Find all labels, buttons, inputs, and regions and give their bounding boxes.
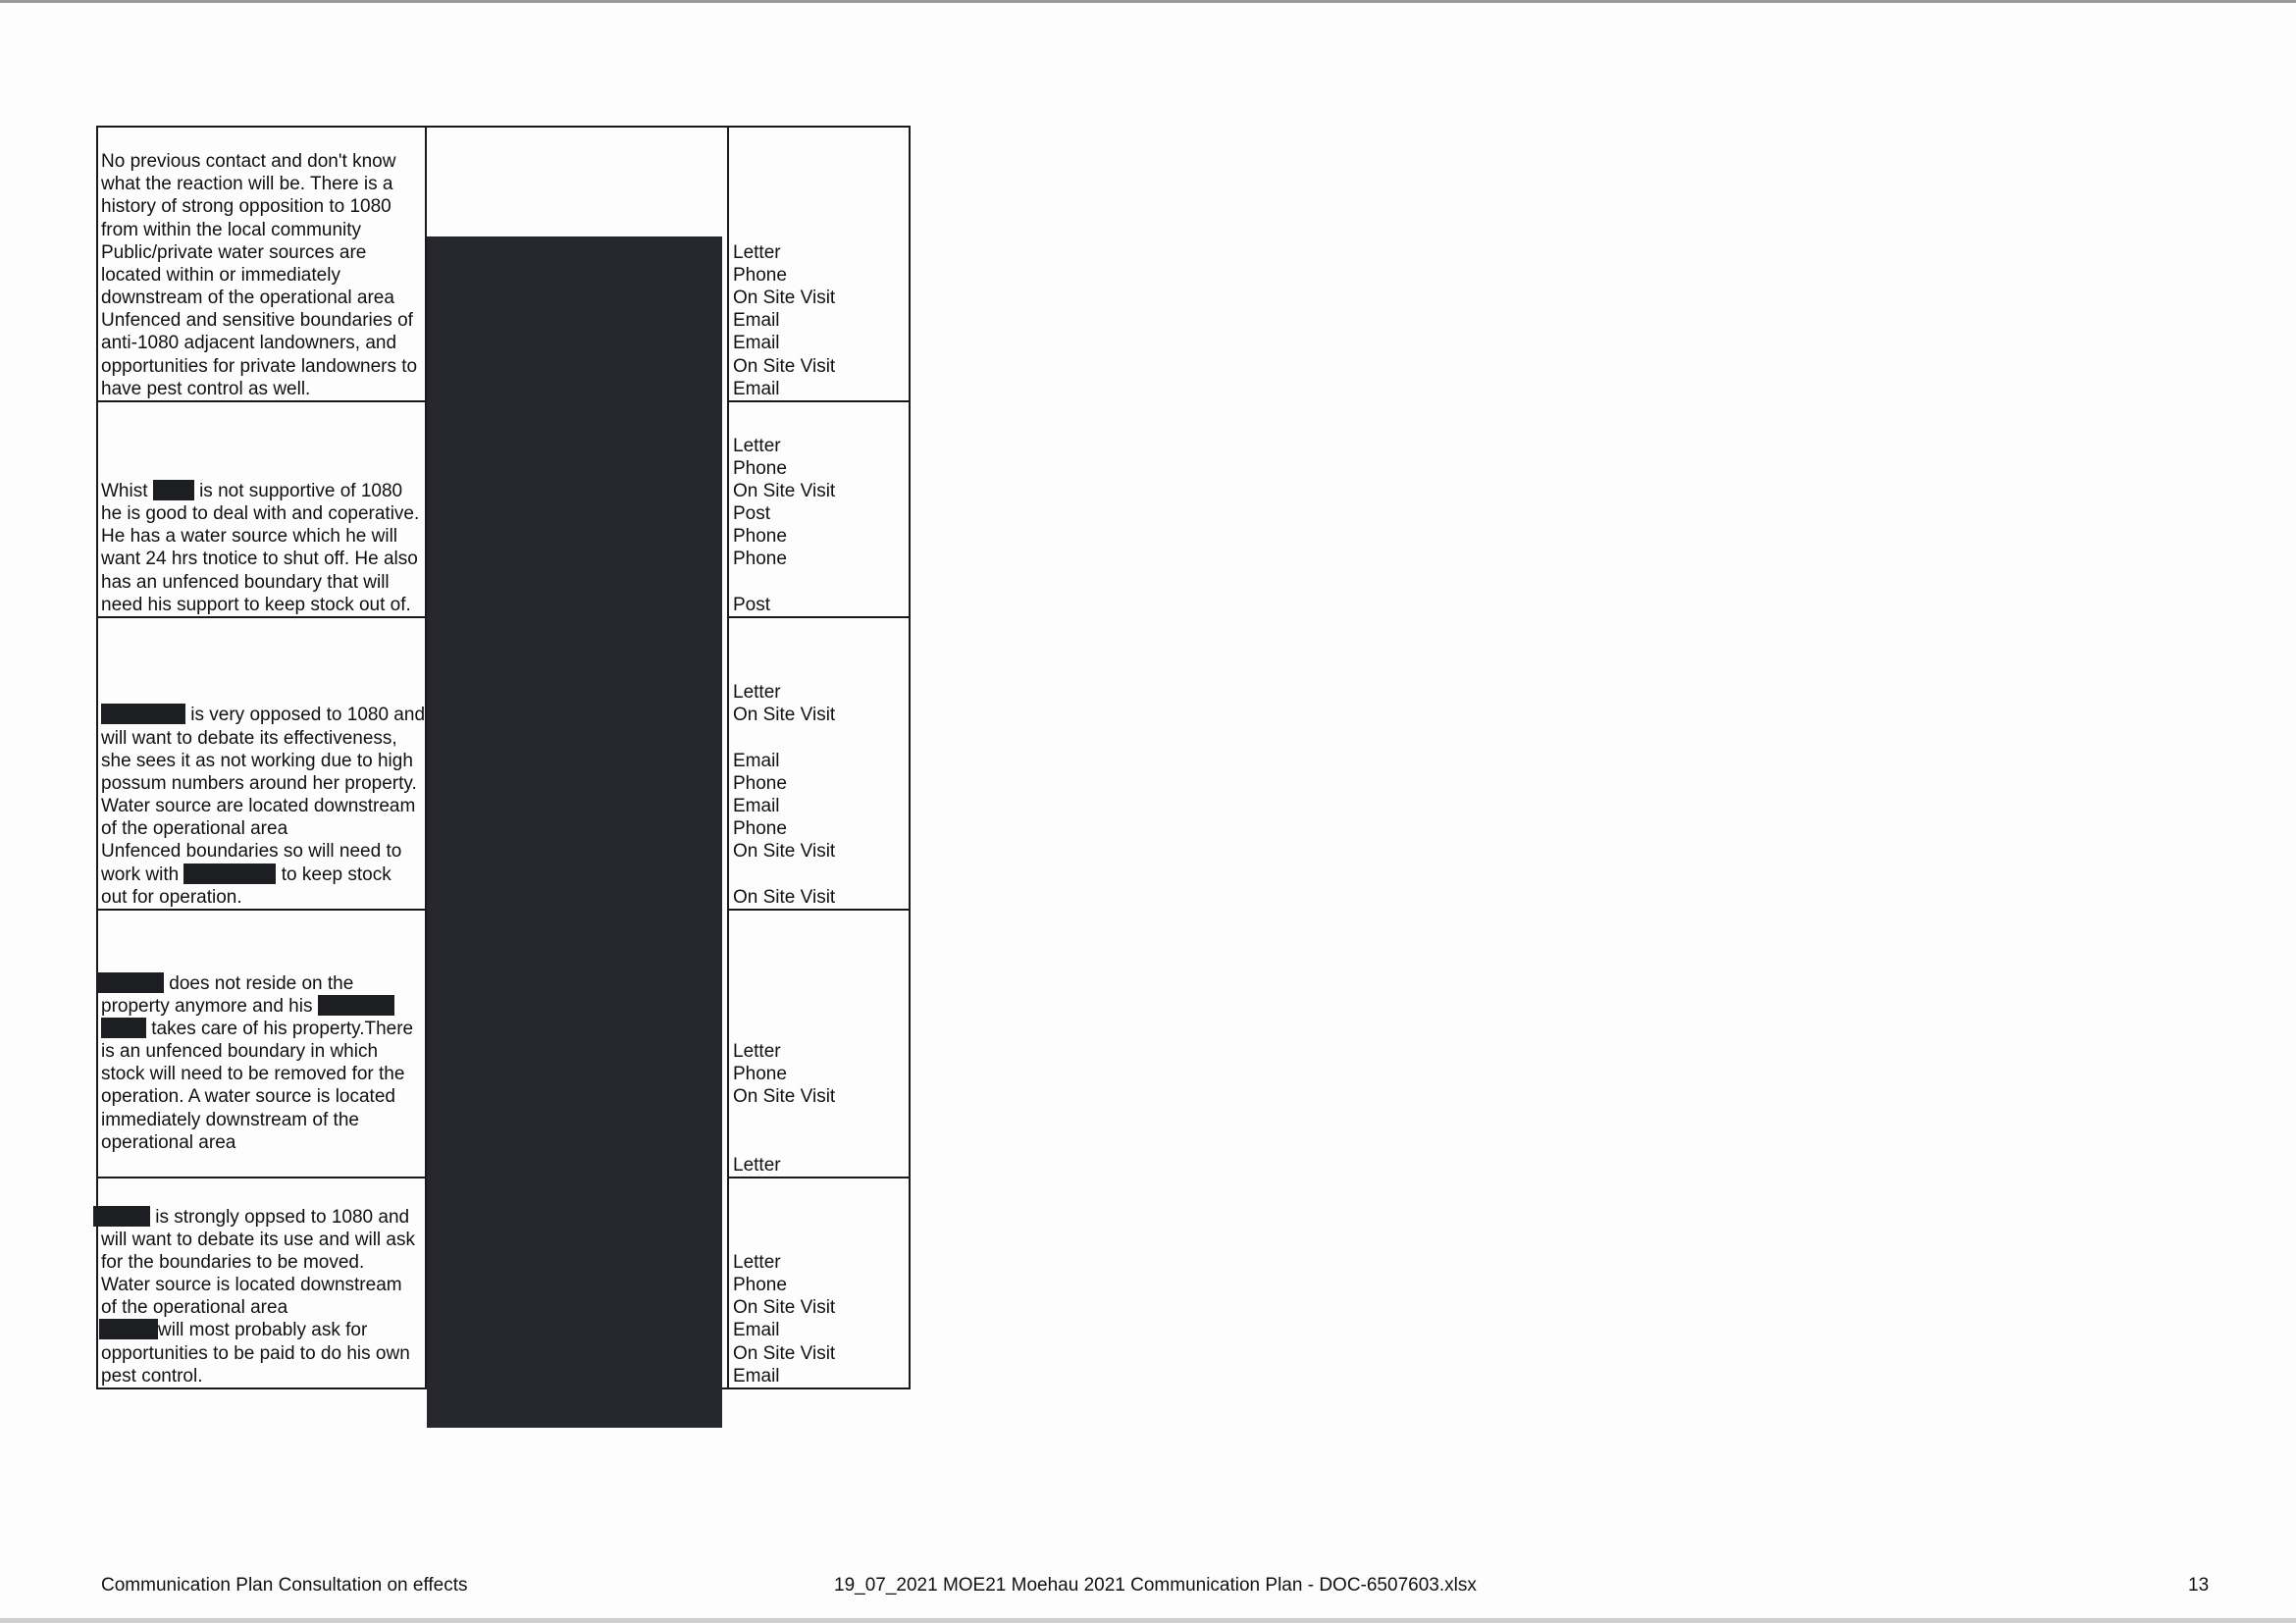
description-line: need his support to keep stock out of.: [101, 594, 411, 615]
description-fragment: work with: [101, 864, 180, 885]
table-row: [96, 616, 427, 911]
method-item: On Site Visit: [733, 1297, 836, 1319]
table-row-methods: [727, 909, 911, 1178]
table-row: [96, 1177, 427, 1389]
footer-left: Communication Plan Consultation on effects: [101, 1575, 468, 1596]
table-row: [96, 126, 427, 402]
method-item: On Site Visit: [733, 841, 836, 863]
method-item: On Site Visit: [733, 705, 836, 726]
description-line: of the operational area: [101, 818, 288, 840]
method-item: Post: [733, 503, 771, 525]
method-item: Post: [733, 594, 771, 615]
description-line: Public/private water sources are: [101, 241, 367, 263]
description-line: immediately downstream of the: [101, 1109, 359, 1130]
method-item: Email: [733, 1320, 780, 1341]
contact-methods: [733, 1251, 905, 1387]
method-item: Phone: [733, 1064, 787, 1085]
redaction-box: [318, 995, 394, 1016]
description-line: is an unfenced boundary in which: [101, 1041, 379, 1063]
method-item: Email: [733, 796, 780, 817]
description-fragment: to keep stock: [281, 864, 391, 885]
method-item: Letter: [733, 1251, 781, 1273]
description-fragment: will most probably ask for: [158, 1320, 368, 1341]
redaction-box: [93, 1206, 150, 1227]
method-item: Email: [733, 1365, 780, 1387]
method-item: Phone: [733, 549, 787, 570]
description-line: [101, 995, 421, 1018]
description-line: He has a water source which he will: [101, 526, 398, 548]
description-fragment: is not supportive of 1080: [199, 480, 403, 501]
method-item: Phone: [733, 1275, 787, 1296]
row-description: [101, 704, 426, 909]
description-line: from within the local community: [101, 219, 362, 240]
description-line: operation. A water source is located: [101, 1086, 395, 1108]
description-line: [101, 864, 421, 886]
description-line: [101, 972, 421, 995]
contact-methods: [733, 435, 905, 617]
method-item: On Site Visit: [733, 355, 836, 377]
table-row-methods: [727, 616, 911, 911]
description-line: has an unfenced boundary that will: [101, 571, 390, 593]
description-line: history of strong opposition to 1080: [101, 196, 391, 218]
footer-center: 19_07_2021 MOE21 Moehau 2021 Communication Plan - DOC-6507603.xlsx: [834, 1575, 1477, 1596]
contact-methods: [733, 681, 905, 909]
redaction-box: [101, 1018, 146, 1038]
description-line: [101, 1206, 421, 1229]
description-line: will want to debate its effectiveness,: [101, 727, 397, 749]
redaction-box: [183, 864, 276, 884]
method-item: Email: [733, 750, 780, 771]
contact-methods: [733, 1040, 905, 1177]
redaction-box: [99, 1319, 158, 1339]
description-line: Unfenced boundaries so will need to: [101, 841, 402, 863]
row-description: [101, 480, 421, 616]
method-item: Phone: [733, 526, 787, 548]
method-item: Email: [733, 310, 780, 332]
redaction-box: [97, 972, 164, 993]
description-line: out for operation.: [101, 886, 242, 908]
method-item: On Site Visit: [733, 288, 836, 309]
description-line: [101, 480, 421, 502]
description-fragment: is very opposed to 1080 and: [190, 705, 426, 726]
description-line: what the reaction will be. There is a: [101, 174, 393, 195]
description-line: Water source is located downstream: [101, 1275, 402, 1296]
description-line: have pest control as well.: [101, 378, 311, 399]
description-fragment: takes care of his property.There: [151, 1018, 414, 1039]
method-item: Phone: [733, 457, 787, 479]
method-item: [733, 1131, 905, 1154]
table-row: [96, 400, 427, 618]
table-row-methods: [727, 1177, 911, 1389]
description-line: stock will need to be removed for the: [101, 1064, 405, 1085]
table-row-methods: [727, 400, 911, 618]
method-item: Email: [733, 333, 780, 354]
description-line: possum numbers around her property.: [101, 772, 417, 794]
description-line: she sees it as not working due to high: [101, 750, 413, 771]
description-line: [101, 704, 426, 726]
method-item: [733, 1108, 905, 1130]
method-item: Phone: [733, 772, 787, 794]
scan-edge-bottom: [0, 1618, 2296, 1623]
table-row-methods: [727, 126, 911, 402]
description-fragment: property anymore and his: [101, 995, 313, 1017]
method-item: Email: [733, 378, 780, 399]
description-fragment: Whist: [101, 480, 148, 501]
description-line: [101, 1319, 421, 1341]
description-line: of the operational area: [101, 1297, 288, 1319]
scan-edge-top: [0, 0, 2296, 3]
description-fragment: is strongly oppsed to 1080 and: [155, 1206, 410, 1228]
method-item: Letter: [733, 682, 781, 704]
description-line: pest control.: [101, 1365, 203, 1387]
method-item: On Site Visit: [733, 1086, 836, 1108]
description-line: anti-1080 adjacent landowners, and: [101, 333, 397, 354]
contact-methods: [733, 241, 905, 400]
method-item: [733, 727, 905, 750]
method-item: Phone: [733, 818, 787, 840]
description-fragment: does not reside on the: [169, 972, 354, 994]
table-row: [96, 909, 427, 1178]
description-line: No previous contact and don't know: [101, 150, 396, 172]
description-line: want 24 hrs tnotice to shut off. He also: [101, 549, 418, 570]
description-line: for the boundaries to be moved.: [101, 1251, 365, 1273]
page-number: 13: [2188, 1575, 2210, 1596]
method-item: [733, 864, 905, 886]
method-item: On Site Visit: [733, 1342, 836, 1364]
row-description: [101, 972, 421, 1155]
method-item: On Site Visit: [733, 480, 836, 501]
description-line: downstream of the operational area: [101, 288, 394, 309]
method-item: Phone: [733, 264, 787, 286]
method-item: Letter: [733, 1154, 781, 1176]
redaction-box: [101, 704, 185, 724]
description-line: Water source are located downstream: [101, 796, 416, 817]
method-item: On Site Visit: [733, 886, 836, 908]
redacted-column: [427, 236, 722, 1428]
description-line: [101, 1018, 421, 1040]
description-line: located within or immediately: [101, 264, 340, 286]
description-line: will want to debate its use and will ask: [101, 1229, 415, 1250]
description-line: opportunities for private landowners to: [101, 355, 418, 377]
method-item: [733, 571, 905, 594]
row-description: [101, 150, 421, 400]
method-item: Letter: [733, 241, 781, 263]
method-item: Letter: [733, 1040, 781, 1062]
description-line: operational area: [101, 1131, 236, 1153]
row-description: [101, 1206, 421, 1388]
redaction-box: [153, 480, 194, 500]
description-line: he is good to deal with and coperative.: [101, 503, 420, 525]
description-line: opportunities to be paid to do his own: [101, 1342, 410, 1364]
description-line: Unfenced and sensitive boundaries of: [101, 310, 413, 332]
method-item: Letter: [733, 435, 781, 456]
